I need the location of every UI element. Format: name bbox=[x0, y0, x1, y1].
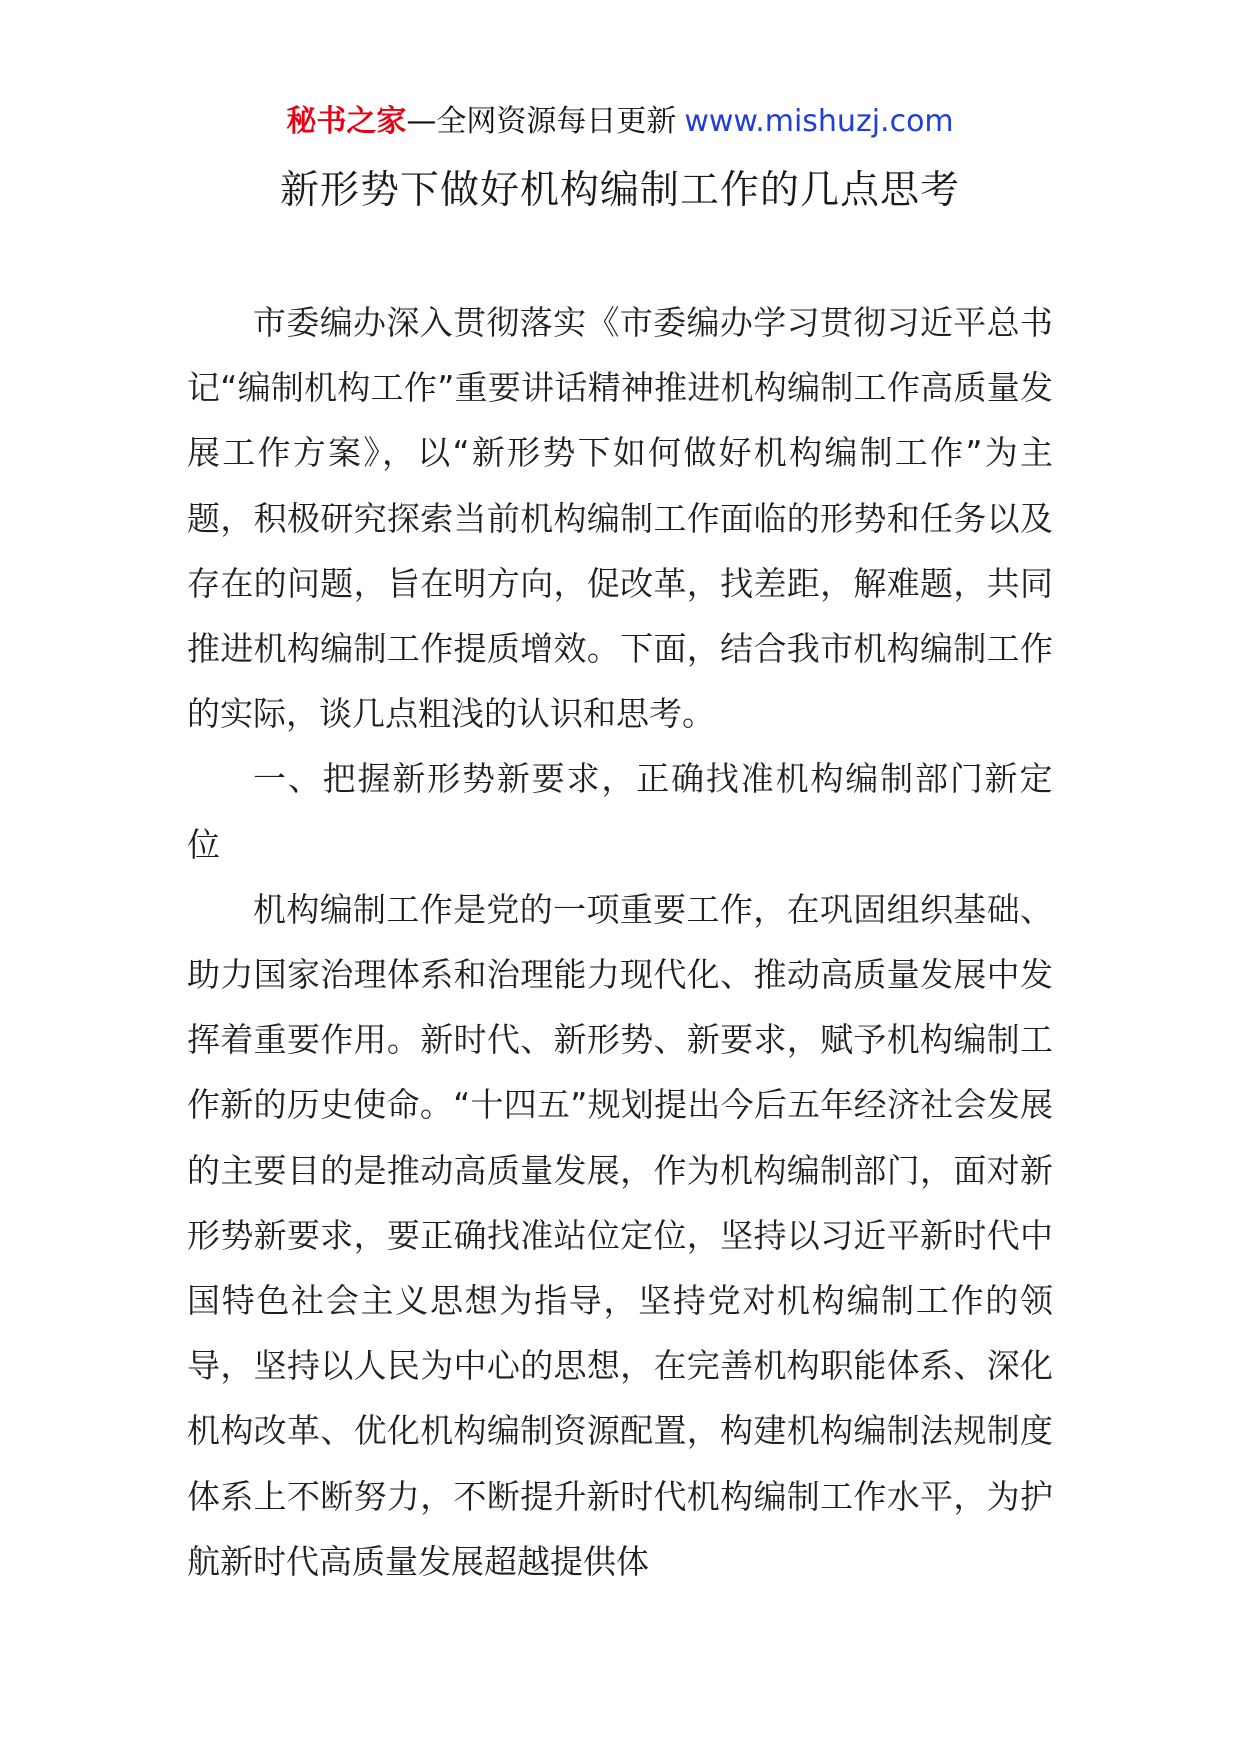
site-tagline: —全网资源每日更新 bbox=[406, 104, 677, 139]
document-title: 新形势下做好机构编制工作的几点思考 bbox=[279, 168, 960, 213]
body-paragraph-intro: 市委编办深入贯彻落实《市委编办学习贯彻习近平总书记“编制机构工作”重要讲话精神推进机构编制工作高质量发展工作方案》，以“新形势下如何做好机构编制工作”为主题，积极研究探索当前机构编制工作面临的形势和任务以及存在的问题，旨在明方向，促改革，找差距，解难题，共同推进机构编制工作提质增效。下面，结合我市机构编制工作的实际，谈几点粗浅的认识和思考。 bbox=[187, 303, 1053, 734]
body-paragraph-section-1: 机构编制工作是党的一项重要工作，在巩固组织基础、助力国家治理体系和治理能力现代化、推动高质量发展中发挥着重要作用。新时代、新形势、新要求，赋予机构编制工作新的历史使命。“十四五”规划提出今后五年经济社会发展的主要目的是推动高质量发展，作为机构编制部门，面对新形势新要求，要正确找准站位定位，坚持以习近平新时代中国特色社会主义思想为指导，坚持党对机构编制工作的领导，坚持以人民为中心的思想，在完善机构职能体系、深化机构改革、优化机构编制资源配置，构建机构编制法规制度体系上不断努力，不断提升新时代机构编制工作水平，为护航新时代高质量发展超越提供体 bbox=[187, 889, 1053, 1581]
site-header bbox=[0, 100, 1240, 144]
document-body bbox=[187, 290, 1053, 1594]
site-name: 秘书之家 bbox=[286, 104, 407, 139]
site-url-link[interactable]: www.mishuzj.com bbox=[684, 104, 954, 139]
section-heading-1: 一、把握新形势新要求，正确找准机构编制部门新定位 bbox=[187, 759, 1053, 864]
